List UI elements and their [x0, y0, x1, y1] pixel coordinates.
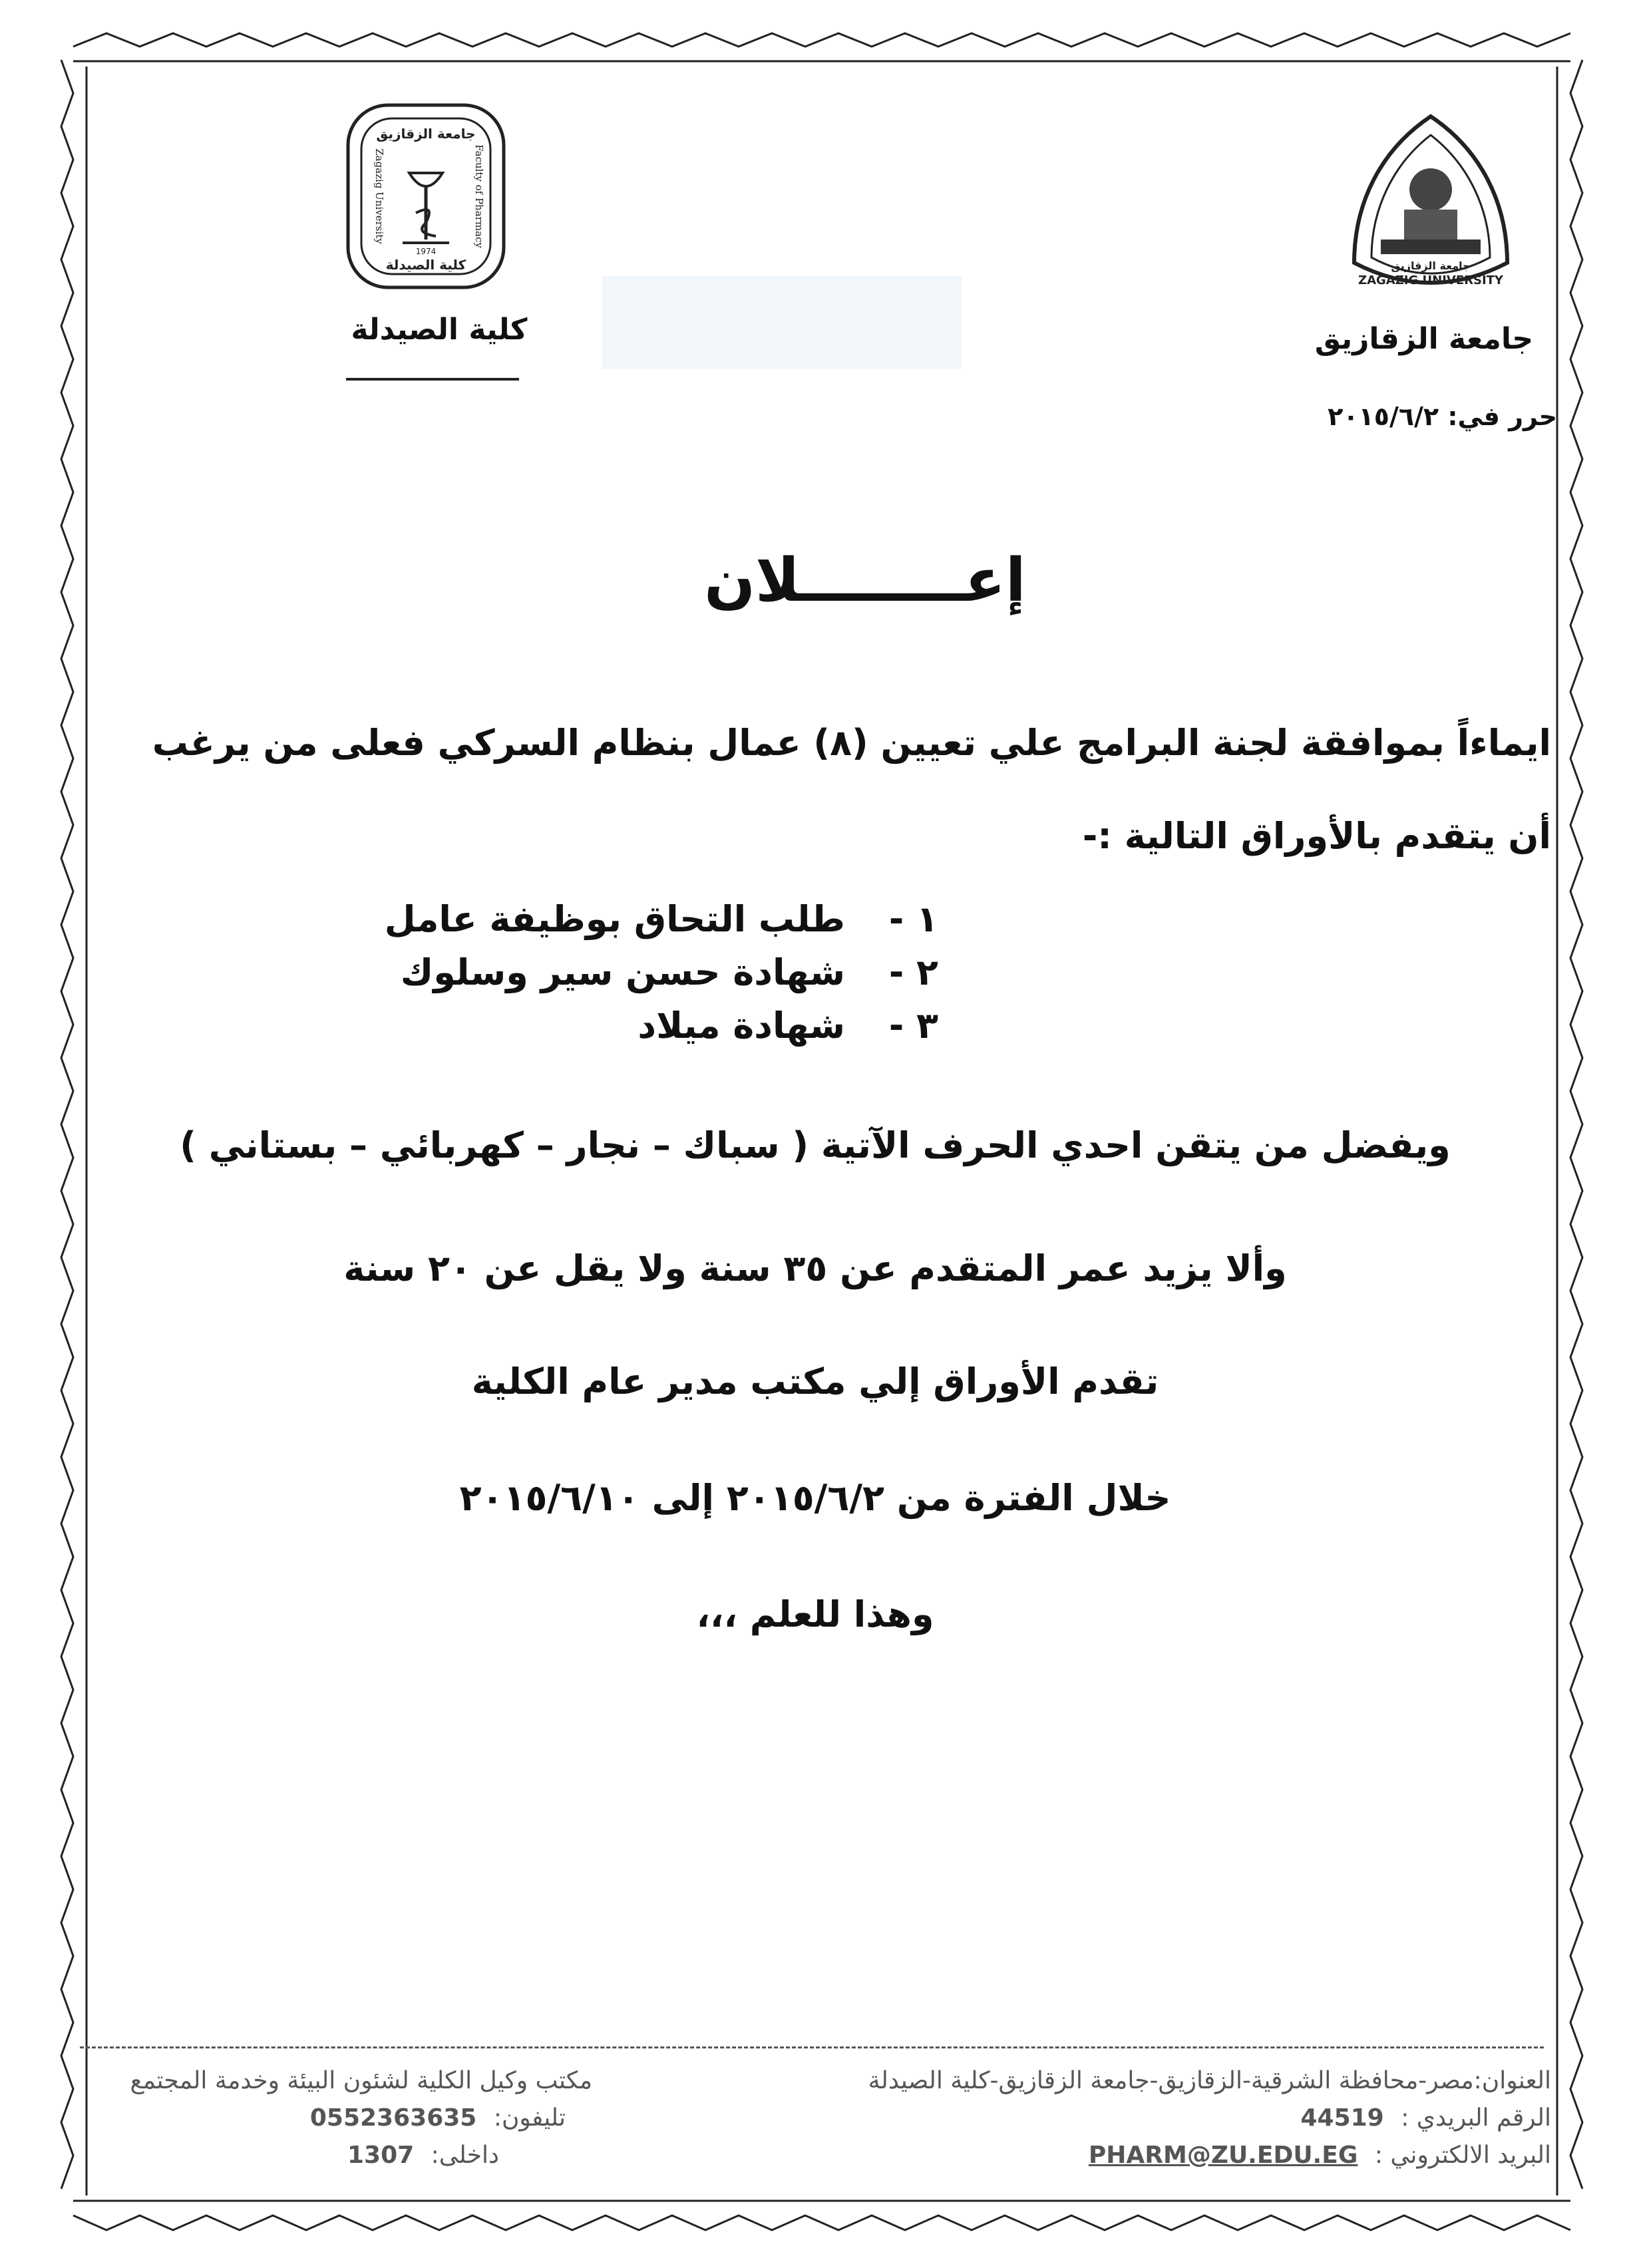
- intro-line-1: ايماءاً بموافقة لجنة البرامج علي تعيين (٨) عمال بنظام السركي فعلى من يرغب: [152, 722, 1551, 764]
- list-item-number: ٣ -: [888, 1005, 938, 1047]
- footer-postal-label: الرقم البريدي :: [1401, 2104, 1551, 2132]
- issue-date-value: ٢٠١٥/٦/٢: [1328, 402, 1439, 431]
- footer-phone: [87, 2100, 592, 2137]
- intro-line-2: أن يتقدم بالأوراق التالية :-: [1082, 815, 1551, 857]
- age-requirement: وألا يزيد عمر المتقدم عن ٣٥ سنة ولا يقل عن ٢٠ سنة: [343, 1247, 1287, 1289]
- footer-address: [786, 2062, 1551, 2100]
- crafts-preference: ويفضل من يتقن احدي الحرف الآتية ( سباك – نجار – كهربائي – بستاني ): [180, 1124, 1451, 1166]
- footer-postal-value: 44519: [1300, 2104, 1384, 2132]
- footer-postal: [786, 2100, 1551, 2137]
- list-item-number: ٢ -: [888, 951, 938, 993]
- university-seal-icon: [1341, 110, 1521, 309]
- footer-office-text: مكتب وكيل الكلية لشئون البيئة وخدمة المجتمع: [130, 2067, 592, 2094]
- submission-location: تقدم الأوراق إلي مكتب مدير عام الكلية: [471, 1361, 1159, 1402]
- footer-phone-value: 0552363635: [309, 2104, 477, 2132]
- university-name: جامعة الزقازيق: [1314, 322, 1534, 356]
- faculty-seal-icon: [343, 100, 509, 293]
- footer-email-label: البريد الالكتروني :: [1374, 2142, 1551, 2169]
- footer-divider: [80, 2046, 1544, 2048]
- faculty-seal-bottom-text: كلية الصيدلة: [385, 257, 466, 273]
- faculty-seal-en-right: Faculty of Pharmacy: [473, 144, 485, 248]
- faculty-seal-top-text: جامعة الزقازيق: [376, 126, 476, 142]
- footer-email-link[interactable]: PHARM@ZU.EDU.EG: [1088, 2142, 1358, 2169]
- submission-period: خلال الفترة من ٢٠١٥/٦/٢ إلى ٢٠١٥/٦/١٠: [459, 1477, 1171, 1519]
- footer-office: [87, 2062, 592, 2174]
- footer-email: [786, 2137, 1551, 2174]
- faculty-name: كلية الصيدلة: [351, 313, 528, 347]
- scan-artifact: [602, 276, 962, 369]
- seal-text-ar: جامعة الزقازيق: [1391, 259, 1471, 272]
- list-item-text: طلب التحاق بوظيفة عامل: [384, 898, 845, 940]
- footer-contact: [786, 2062, 1551, 2174]
- list-item-number: ١ -: [888, 898, 938, 940]
- footer-office-name: [87, 2062, 592, 2100]
- footer-phone-label: تليفون:: [493, 2104, 566, 2132]
- faculty-underline: [346, 378, 519, 381]
- date-colon: :: [1439, 402, 1458, 431]
- footer-ext: [87, 2137, 592, 2174]
- footer-address-text: العنوان:مصر-محافظة الشرقية-الزقازيق-جامعة الزقازيق-كلية الصيدلة: [868, 2067, 1551, 2094]
- closing-phrase: وهذا للعلم ،،،: [696, 1593, 934, 1635]
- footer-ext-value: 1307: [347, 2142, 415, 2169]
- issue-date: [1291, 402, 1557, 431]
- list-item-text: شهادة حسن سير وسلوك: [400, 951, 845, 993]
- faculty-seal-en-left: Zagazig University: [373, 148, 385, 244]
- list-item-text: شهادة ميلاد: [637, 1005, 845, 1047]
- announcement-title: إعــــــــلان: [704, 546, 1026, 615]
- seal-text-en: ZAGAZIG UNIVERSITY: [1358, 273, 1503, 287]
- footer-ext-label: داخلى:: [431, 2142, 499, 2169]
- faculty-seal-year: 1974: [415, 247, 437, 256]
- issue-date-label: حرر في: [1457, 402, 1557, 431]
